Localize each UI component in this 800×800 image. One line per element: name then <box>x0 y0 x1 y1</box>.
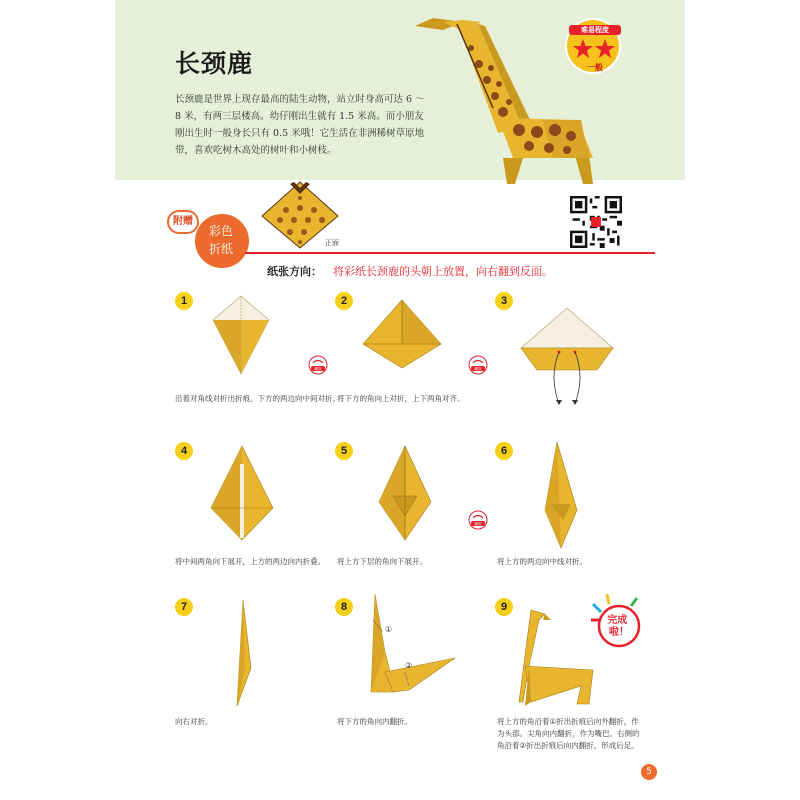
flip-icon <box>468 510 488 530</box>
page-number: 5 <box>641 764 657 780</box>
step-2-diagram <box>361 298 443 370</box>
step-3-diagram <box>517 306 617 406</box>
gift-badge <box>167 204 241 274</box>
completion-text-line2: 啦！ <box>609 627 629 638</box>
flip-icon <box>308 355 328 375</box>
flip-label: 翻面 <box>474 367 482 371</box>
page-title: 长颈鹿 <box>175 49 254 78</box>
gift-text <box>197 222 245 258</box>
flip-icon <box>468 355 488 375</box>
step-2-number: 2 <box>335 292 353 310</box>
qr-code-icon <box>570 196 622 248</box>
step-7-number: 7 <box>175 598 193 616</box>
fold-mark-2: ② <box>405 661 413 670</box>
difficulty-stars <box>567 36 623 62</box>
completion-text <box>607 613 630 638</box>
step-5-text: 将上方下层的角向下展开。 <box>337 557 427 566</box>
step-9-diagram <box>517 606 597 710</box>
step-3-number: 3 <box>495 292 513 310</box>
step-7-diagram <box>231 598 257 708</box>
step-6-diagram <box>539 440 581 550</box>
step-5-number: 5 <box>335 442 353 460</box>
difficulty-badge <box>565 18 621 74</box>
difficulty-label: 难易程度 <box>569 25 621 35</box>
flip-label: 翻面 <box>314 367 322 371</box>
star-icon <box>595 39 615 58</box>
step-1-number: 1 <box>175 292 193 310</box>
step-8-text: 将下方的角向内翻折。 <box>337 717 412 726</box>
front-label: 正面 <box>325 239 339 247</box>
step-4-diagram <box>209 444 275 542</box>
gift-text-line2: 折纸 <box>208 242 233 256</box>
star-icon <box>573 39 593 58</box>
completion-badge <box>587 592 645 650</box>
step-7-text: 向右对折。 <box>175 717 213 726</box>
intro-paragraph: 长颈鹿是世界上现存最高的陆生动物，站立时身高可达 6 ～ 8 米，有两三层楼高。幼仔刚出生就有 1.5 米高。而小朋友刚出生时一般身长只有 0.5 米哦！它生活在非洲稀树草原地带，喜欢吃树木高处的树叶和小树枝。 <box>175 94 425 156</box>
flip-label: 翻面 <box>474 522 482 526</box>
difficulty-level: 一般 <box>587 63 603 72</box>
step-8-number: 8 <box>335 598 353 616</box>
paper-direction-text: 将彩纸长颈鹿的头朝上放置，向右翻到反面。 <box>333 265 553 278</box>
step-6-text: 将上方的两边向中线对折。 <box>497 557 587 566</box>
fold-mark-1: ① <box>385 625 393 634</box>
page <box>115 0 685 800</box>
step-1-text: 沿着对角线对折出折痕。下方的两边向中间对折。 <box>175 394 340 403</box>
step-8-diagram <box>365 592 457 704</box>
step-9-text: 将上方的角沿着①折出折痕后向外翻折，作为头部。尖角向内翻折，作为嘴巴。右侧的角沿着②折出折痕后向内翻折，形成后足。 <box>497 717 640 750</box>
gift-tag: 附赠 <box>167 210 199 234</box>
step-4-number: 4 <box>175 442 193 460</box>
step-6-number: 6 <box>495 442 513 460</box>
step-5-diagram <box>377 444 433 542</box>
gift-text-line1: 彩色 <box>208 224 233 238</box>
step-9-number: 9 <box>495 598 513 616</box>
completion-text-line1: 完成 <box>607 615 628 626</box>
header-panel <box>115 0 685 180</box>
step-1-diagram <box>211 294 271 376</box>
paper-direction-label: 纸张方向： <box>267 265 322 278</box>
section-divider <box>245 252 655 254</box>
step-2-text: 将下方的角向上对折，上下两角对齐。 <box>337 394 465 403</box>
step-4-text: 将中间两角向下展开，上方的两边向内折叠。 <box>175 557 325 566</box>
